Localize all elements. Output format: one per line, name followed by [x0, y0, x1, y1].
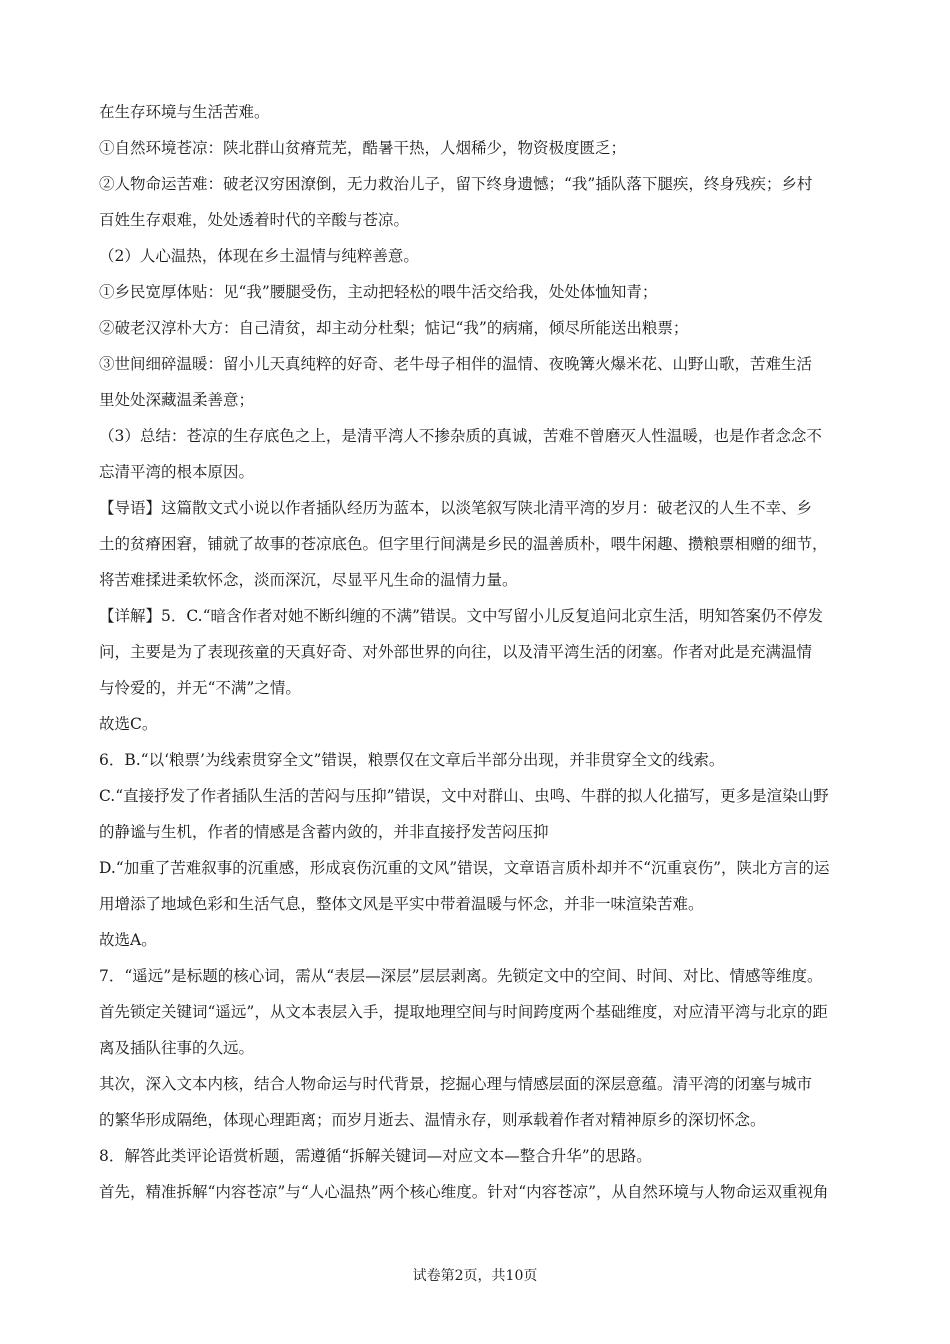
- text-line: （2）人心温热，体现在乡土温情与纯粹善意。: [99, 247, 419, 265]
- page-footer: 试卷第2页，共10页: [412, 1268, 538, 1284]
- text-line: 8．解答此类评论语赏析题，需遵循“拆解关键词—对应文本—整合升华”的思路。: [99, 1147, 652, 1165]
- text-line: 忘清平湾的根本原因。: [99, 463, 255, 481]
- text-line: ①乡民宽厚体贴：见“我”腰腿受伤，主动把轻松的喂牛活交给我，处处体恤知青；: [99, 283, 658, 301]
- text-line: 在生存环境与生活苦难。: [99, 103, 270, 121]
- text-line: 7．“遥远”是标题的核心词，需从“表层—深层”层层剥离。先锁定文中的空间、时间、对比、情感等维度。: [99, 967, 823, 985]
- text-line: 与怜爱的，并无“不满”之情。: [99, 679, 301, 697]
- text-line: D.“加重了苦难叙事的沉重感，形成哀伤沉重的文风”错误，文章语言质朴却并不“沉重哀伤”，陕北方言的运: [99, 859, 830, 877]
- text-line: ②人物命运苦难：破老汉穷困潦倒，无力救治儿子，留下终身遗憾；“我”插队落下腿疾，终身残疾；乡村: [99, 175, 813, 193]
- text-line: 土的贫瘠困窘，铺就了故事的苍凉底色。但字里行间满是乡民的温善质朴，喂牛闲趣、攒粮票相赠的细节，: [99, 535, 828, 553]
- text-line: 首先锁定关键词“遥远”，从文本表层入手，提取地理空间与时间跨度两个基础维度，对应清平湾与北京的距: [99, 1003, 828, 1021]
- text-line: 百姓生存艰难，处处透着时代的辛酸与苍凉。: [99, 211, 410, 229]
- text-line: 故选A。: [99, 931, 157, 949]
- text-line: 离及插队往事的久远。: [99, 1039, 255, 1057]
- text-line: 【详解】5．C.“暗含作者对她不断纠缠的不满”错误。文中写留小儿反复追问北京生活，明知答案仍不停发: [99, 607, 823, 625]
- text-line: 里处处深藏温柔善意；: [99, 391, 255, 409]
- text-line: 首先，精准拆解“内容苍凉”与“人心温热”两个核心维度。针对“内容苍凉”，从自然环境与人物命运双重视角: [99, 1183, 829, 1201]
- text-line: 用增添了地域色彩和生活气息，整体文风是平实中带着温暖与怀念，并非一味渲染苦难。: [99, 895, 704, 913]
- text-line: （3）总结：苍凉的生存底色之上，是清平湾人不掺杂质的真诚，苦难不曾磨灭人性温暖，也是作者念念不: [99, 427, 822, 445]
- text-line: 其次，深入文本内核，结合人物命运与时代背景，挖掘心理与情感层面的深层意蕴。清平湾的闭塞与城市: [99, 1075, 813, 1093]
- text-line: C.“直接抒发了作者插队生活的苦闷与压抑”错误，文中对群山、虫鸣、牛群的拟人化描写，更多是渲染山野: [99, 787, 829, 805]
- text-line: 故选C。: [99, 715, 158, 733]
- text-line: 的静谧与生机，作者的情感是含蓄内敛的，并非直接抒发苦闷压抑: [99, 823, 549, 841]
- text-line: ③世间细碎温暖：留小儿天真纯粹的好奇、老牛母子相伴的温情、夜晚篝火爆米花、山野山歌，苦难生活: [99, 355, 813, 373]
- text-line: 【导语】这篇散文式小说以作者插队经历为蓝本，以淡笔叙写陕北清平湾的岁月：破老汉的人生不幸、乡: [99, 499, 813, 517]
- text-line: ①自然环境苍凉：陕北群山贫瘠荒芜，酷暑干热，人烟稀少，物资极度匮乏；: [99, 139, 627, 157]
- text-line: 问，主要是为了表现孩童的天真好奇、对外部世界的向往，以及清平湾生活的闭塞。作者对此是充满温情: [99, 643, 813, 661]
- text-line: 的繁华形成隔绝，体现心理距离；而岁月逝去、温情永存，则承载着作者对精神原乡的深切怀念。: [99, 1111, 766, 1129]
- text-line: ②破老汉淳朴大方：自己清贫，却主动分杜梨；惦记“我”的病痛，倾尽所能送出粮票；: [99, 319, 689, 337]
- answer-text: [99, 94, 859, 1210]
- text-line: 6．B.“以‘粮票’为线索贯穿全文”错误，粮票仅在文章后半部分出现，并非贯穿全文的线索。: [99, 751, 725, 769]
- text-line: 将苦难揉进柔软怀念，淡而深沉，尽显平凡生命的温情力量。: [99, 571, 518, 589]
